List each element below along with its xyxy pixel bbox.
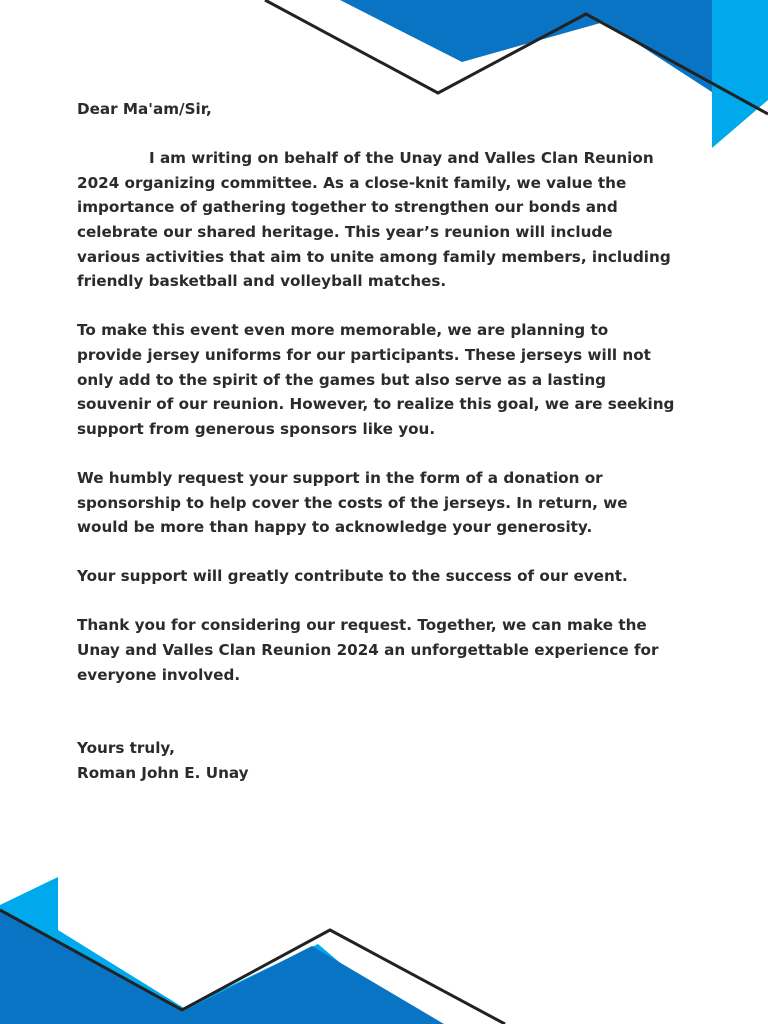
paragraph-support: Your support will greatly contribute to the success of our event. (77, 567, 628, 586)
paragraph-jerseys: To make this event even more memorable, we are planning to provide jersey uniforms for our participants. These jerseys will not only add to the spirit of the games but also serve as a lasting souvenir of our reunion. However, to realize this goal, we are seeking support from generous sponsors like you. (77, 321, 675, 438)
paragraph-intro (77, 146, 677, 294)
paragraph-intro-text: I am writing on behalf of the Unay and Valles Clan Reunion 2024 organizing committee. As a close-knit family, we value the importance of gathering together to strengthen our bonds and celebrate our shared heritage. This year’s reunion will include various activities that aim to unite among family members, including friendly basketball and volleyball matches. (77, 149, 671, 291)
bottom-dark-blue-shape (0, 910, 444, 1024)
closing: Yours truly, (77, 739, 175, 758)
paragraph-request: We humbly request your support in the form of a donation or sponsorship to help cover the costs of the jerseys. In return, we would be more than happy to acknowledge your generosity. (77, 468, 628, 537)
paragraph-thanks: Thank you for considering our request. Together, we can make the Unay and Valles Clan Reunion 2024 an unforgettable experience for everyone involved. (77, 616, 659, 684)
signature-name: Roman John E. Unay (77, 763, 249, 782)
salutation: Dear Ma'am/Sir, (77, 100, 212, 118)
letter-body (77, 97, 677, 785)
